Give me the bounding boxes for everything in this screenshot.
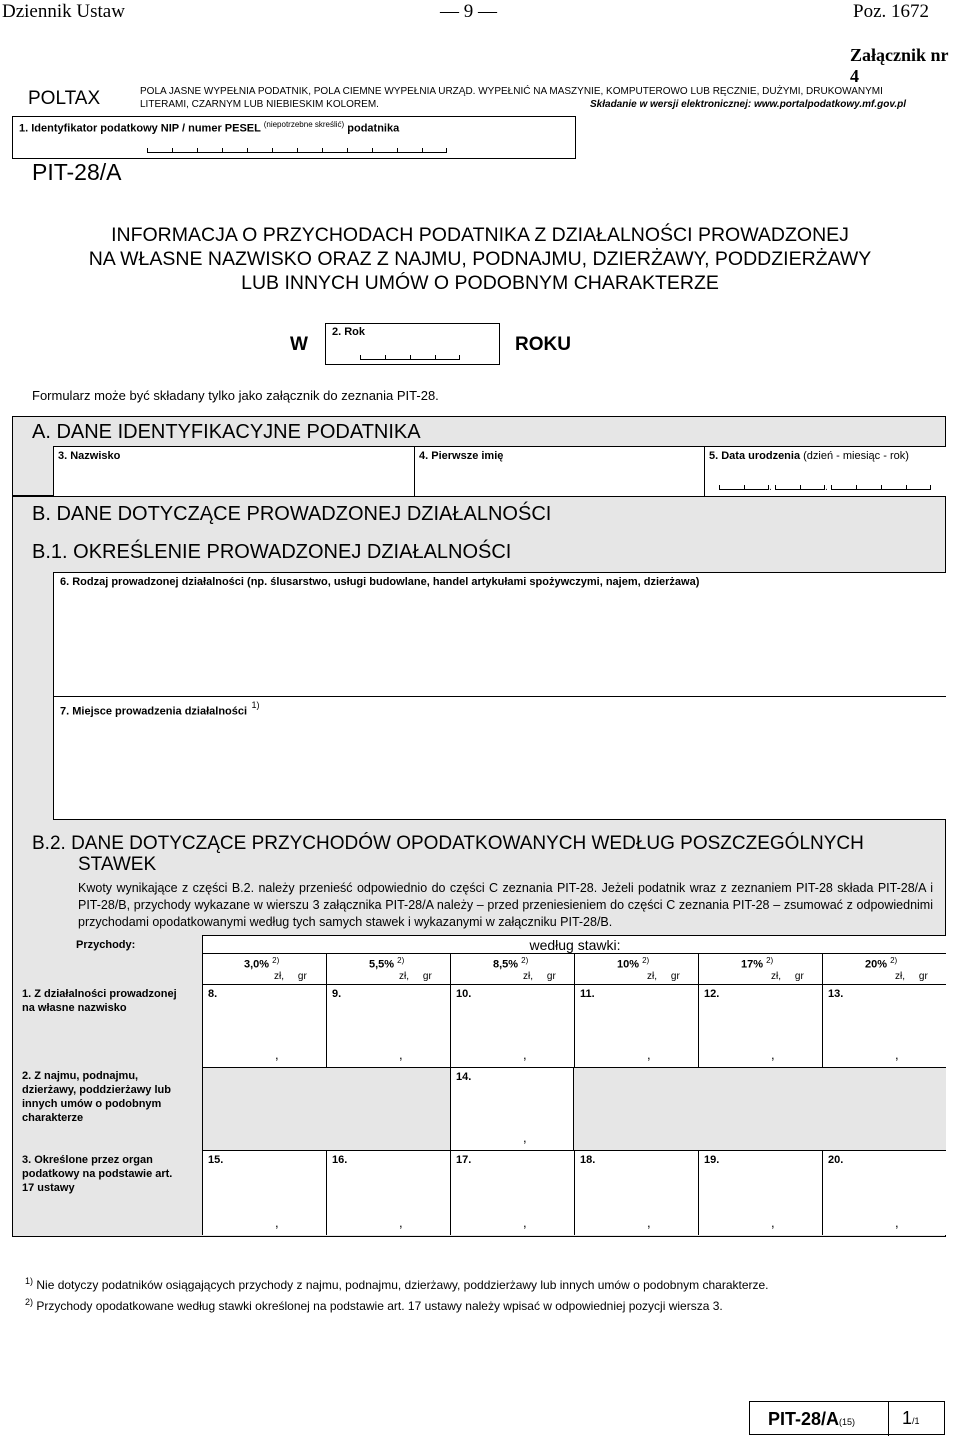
cell-9-num: 9.: [332, 988, 342, 1000]
cell-17-num: 17.: [456, 1154, 472, 1166]
rate-label-3: 8,5%: [493, 958, 519, 971]
cell-20-comma: ,: [895, 1215, 899, 1230]
rate-cell-5: [698, 953, 822, 984]
footer-page: 1: [902, 1408, 913, 1428]
footnote-1-num: 1): [25, 1276, 34, 1286]
rate-units-1: zł, gr: [274, 971, 307, 982]
rate-cell-6: [822, 953, 946, 984]
cell-8[interactable]: [202, 984, 326, 1067]
footnote-1-text: Nie dotyczy podatników osiągających przychody z najmu, podnajmu, dzierżawy, poddzierżawy lub innych umów o podobnym charakterze.: [36, 1278, 769, 1292]
cell-12[interactable]: [698, 984, 822, 1067]
rate-label-2: 5,5%: [369, 958, 395, 971]
cell-13[interactable]: [822, 984, 946, 1067]
rate-cell-2: [326, 953, 450, 984]
nip-field-box[interactable]: [12, 116, 576, 159]
roku-label: ROKU: [515, 334, 571, 355]
cell-12-comma: ,: [771, 1047, 775, 1062]
first-name-field[interactable]: [414, 446, 704, 496]
birth-date-ticks: . .: [719, 482, 931, 493]
form-title: [0, 223, 960, 295]
cell-17-comma: ,: [523, 1215, 527, 1230]
row3-label: 3. Określone przez organ podatkowy na podstawie art. 17 ustawy: [22, 1154, 173, 1194]
instructions-line2: LITERAMI, CZARNYM LUB NIEBIESKIM KOLOREM.: [140, 99, 379, 110]
nip-suffix: podatnika: [347, 122, 400, 135]
surname-label: 3. Nazwisko: [58, 450, 121, 462]
cell-9-comma: ,: [399, 1047, 403, 1062]
rate-units-6: zł, gr: [895, 971, 928, 982]
cell-14-comma: ,: [523, 1130, 527, 1145]
cell-15-comma: ,: [275, 1215, 279, 1230]
cell-10-comma: ,: [523, 1047, 527, 1062]
rate-sup-3: 2): [521, 956, 529, 965]
cell-19-comma: ,: [771, 1215, 775, 1230]
cell-18-num: 18.: [580, 1154, 596, 1166]
nip-digit-ticks: [147, 148, 447, 153]
rate-label-1: 3,0%: [244, 958, 270, 971]
activity-place-label: 7. Miejsce prowadzenia działalności: [60, 705, 248, 718]
rate-units-3: zł, gr: [523, 971, 556, 982]
first-name-label: 4. Pierwsze imię: [419, 450, 504, 462]
rate-sup-4: 2): [642, 956, 650, 965]
cell-18-comma: ,: [647, 1215, 651, 1230]
footnote-2-num: 2): [25, 1297, 34, 1307]
rate-cell-4: [574, 953, 698, 984]
title-line1: INFORMACJA O PRZYCHODACH PODATNIKA Z DZIAŁALNOŚCI PROWADZONEJ: [111, 224, 849, 246]
activity-type-field[interactable]: [53, 572, 946, 696]
b2-title-line1: B.2. DANE DOTYCZĄCE PRZYCHODÓW OPODATKOWANYCH WEDŁUG POSZCZEGÓLNYCH: [32, 833, 864, 854]
rate-units-2: zł, gr: [399, 971, 432, 982]
cell-9[interactable]: [326, 984, 450, 1067]
cell-18[interactable]: [574, 1150, 698, 1235]
row2-gray-right: [574, 1067, 946, 1150]
rate-sup-5: 2): [766, 956, 774, 965]
birth-date-field[interactable]: [704, 446, 946, 496]
cell-16-num: 16.: [332, 1154, 348, 1166]
cell-14-num: 14.: [456, 1071, 472, 1083]
footnote-2: [25, 1297, 723, 1313]
rate-units-5: zł, gr: [771, 971, 804, 982]
cell-19-num: 19.: [704, 1154, 720, 1166]
annex-label: Załącznik nr 4: [850, 45, 949, 86]
activity-place-sup: 1): [251, 700, 260, 710]
row2-label: 2. Z najmu, podnajmu, dzierżawy, poddzierżawy lub innych umów o podobnym charakterze: [22, 1070, 171, 1124]
cell-13-comma: ,: [895, 1047, 899, 1062]
cell-8-num: 8.: [208, 988, 218, 1000]
cell-20[interactable]: [822, 1150, 946, 1235]
nip-sup: (niepotrzebne skreślić): [263, 120, 345, 129]
footer-box: [749, 1401, 945, 1435]
cell-11-comma: ,: [647, 1047, 651, 1062]
rate-label-5: 17%: [741, 958, 764, 971]
title-line2: NA WŁASNE NAZWISKO ORAZ Z NAJMU, PODNAJMU, DZIERŻAWY, PODDZIERŻAWY: [88, 248, 872, 270]
form-code: PIT-28/A: [32, 159, 122, 185]
cell-16[interactable]: [326, 1150, 450, 1235]
activity-place-field[interactable]: [53, 696, 946, 820]
row2-gray-left: [202, 1067, 450, 1150]
section-b2-title: [32, 833, 864, 875]
form-note: Formularz może być składany tylko jako załącznik do zeznania PIT-28.: [32, 388, 439, 403]
cell-15[interactable]: [202, 1150, 326, 1235]
position-number: Poz. 1672: [853, 1, 929, 22]
electronic-filing: Składanie w wersji elektronicznej: www.portalpodatkowy.mf.gov.pl: [590, 99, 906, 110]
rates-caption: według stawki:: [529, 937, 621, 953]
journal-title: Dziennik Ustaw: [2, 1, 125, 22]
nip-label: 1. Identyfikator podatkowy NIP / numer PESEL: [19, 122, 261, 135]
cell-11[interactable]: [574, 984, 698, 1067]
cell-14[interactable]: [450, 1067, 574, 1150]
birth-date-format: (dzień - miesiąc - rok): [803, 450, 909, 462]
footer-pages: /1: [912, 1416, 920, 1426]
rate-units-4: zł, gr: [647, 971, 680, 982]
w-label: W: [290, 334, 308, 355]
section-b1-title: B.1. OKREŚLENIE PROWADZONEJ DZIAŁALNOŚCI: [32, 541, 512, 563]
title-line3: LUB INNYCH UMÓW O PODOBNYM CHARAKTERZE: [241, 272, 719, 294]
row1-label: 1. Z działalności prowadzonej na własne nazwisko: [22, 988, 177, 1014]
rate-cell-1: [202, 953, 326, 984]
b2-title-line2: STAWEK: [78, 854, 157, 875]
footnote-1: [25, 1276, 769, 1292]
b2-note: Kwoty wynikające z części B.2. należy przenieść odpowiednio do części C zeznania PIT-28. Jeżeli podatnik wraz z zeznaniem PIT-28 składa PIT-28/A i PIT-28/B, przychody wykazane w wierszu 3 załącznika PIT-28/A należy – przed przeniesieniem do części C zeznania PIT-28 – zsumować z odpowiednimi przychodami opodatkowanymi według tych samych stawek i wykazanymi w załączniku PIT-28/B.: [78, 881, 933, 929]
cell-12-num: 12.: [704, 988, 720, 1000]
year-field[interactable]: [325, 323, 500, 365]
cell-16-comma: ,: [399, 1215, 403, 1230]
section-a-block: [12, 416, 946, 496]
section-a-title: A. DANE IDENTYFIKACYJNE PODATNIKA: [32, 421, 421, 443]
activity-type-label: 6. Rodzaj prowadzonej działalności (np. ślusarstwo, usługi budowlane, handel artykułami spożywczymi, najem, dzierżawa): [60, 576, 700, 588]
cell-10[interactable]: [450, 984, 574, 1067]
cell-8-comma: ,: [275, 1047, 279, 1062]
rate-label-6: 20%: [865, 958, 888, 971]
year-label: 2. Rok: [332, 326, 366, 338]
cell-15-num: 15.: [208, 1154, 224, 1166]
rate-label-4: 10%: [617, 958, 640, 971]
poltax-label: POLTAX: [28, 88, 101, 109]
cell-11-num: 11.: [580, 988, 595, 1000]
birth-date-label: 5. Data urodzenia: [709, 450, 801, 462]
footnote-2-text: Przychody opodatkowane według stawki określonej na podstawie art. 17 ustawy należy wpisać w odpowiedniej pozycji wiersza 3.: [36, 1299, 723, 1313]
rate-sup-6: 2): [890, 956, 898, 965]
cell-17[interactable]: [450, 1150, 574, 1235]
section-b-title: B. DANE DOTYCZĄCE PROWADZONEJ DZIAŁALNOŚCI: [32, 503, 552, 525]
cell-13-num: 13.: [828, 988, 844, 1000]
year-digit-ticks: [360, 355, 460, 360]
cell-10-num: 10.: [456, 988, 472, 1000]
footer-code: PIT-28/A: [768, 1409, 840, 1429]
cell-20-num: 20.: [828, 1154, 844, 1166]
section-b-block: [12, 496, 946, 1237]
revenues-header: Przychody:: [76, 939, 136, 951]
footer-version: (15): [839, 1417, 856, 1427]
instructions-line1: POLA JASNE WYPEŁNIA PODATNIK, POLA CIEMNE WYPEŁNIA URZĄD. WYPEŁNIĆ NA MASZYNIE, KOMPUTEROWO LUB RĘCZNIE, DUŻYMI, DRUKOWANYMI: [140, 86, 883, 97]
page-number: — 9 —: [440, 1, 497, 22]
cell-19[interactable]: [698, 1150, 822, 1235]
surname-field[interactable]: [53, 446, 414, 496]
rate-sup-2: 2): [397, 956, 405, 965]
rate-sup-1: 2): [272, 956, 280, 965]
rate-cell-3: [450, 953, 574, 984]
